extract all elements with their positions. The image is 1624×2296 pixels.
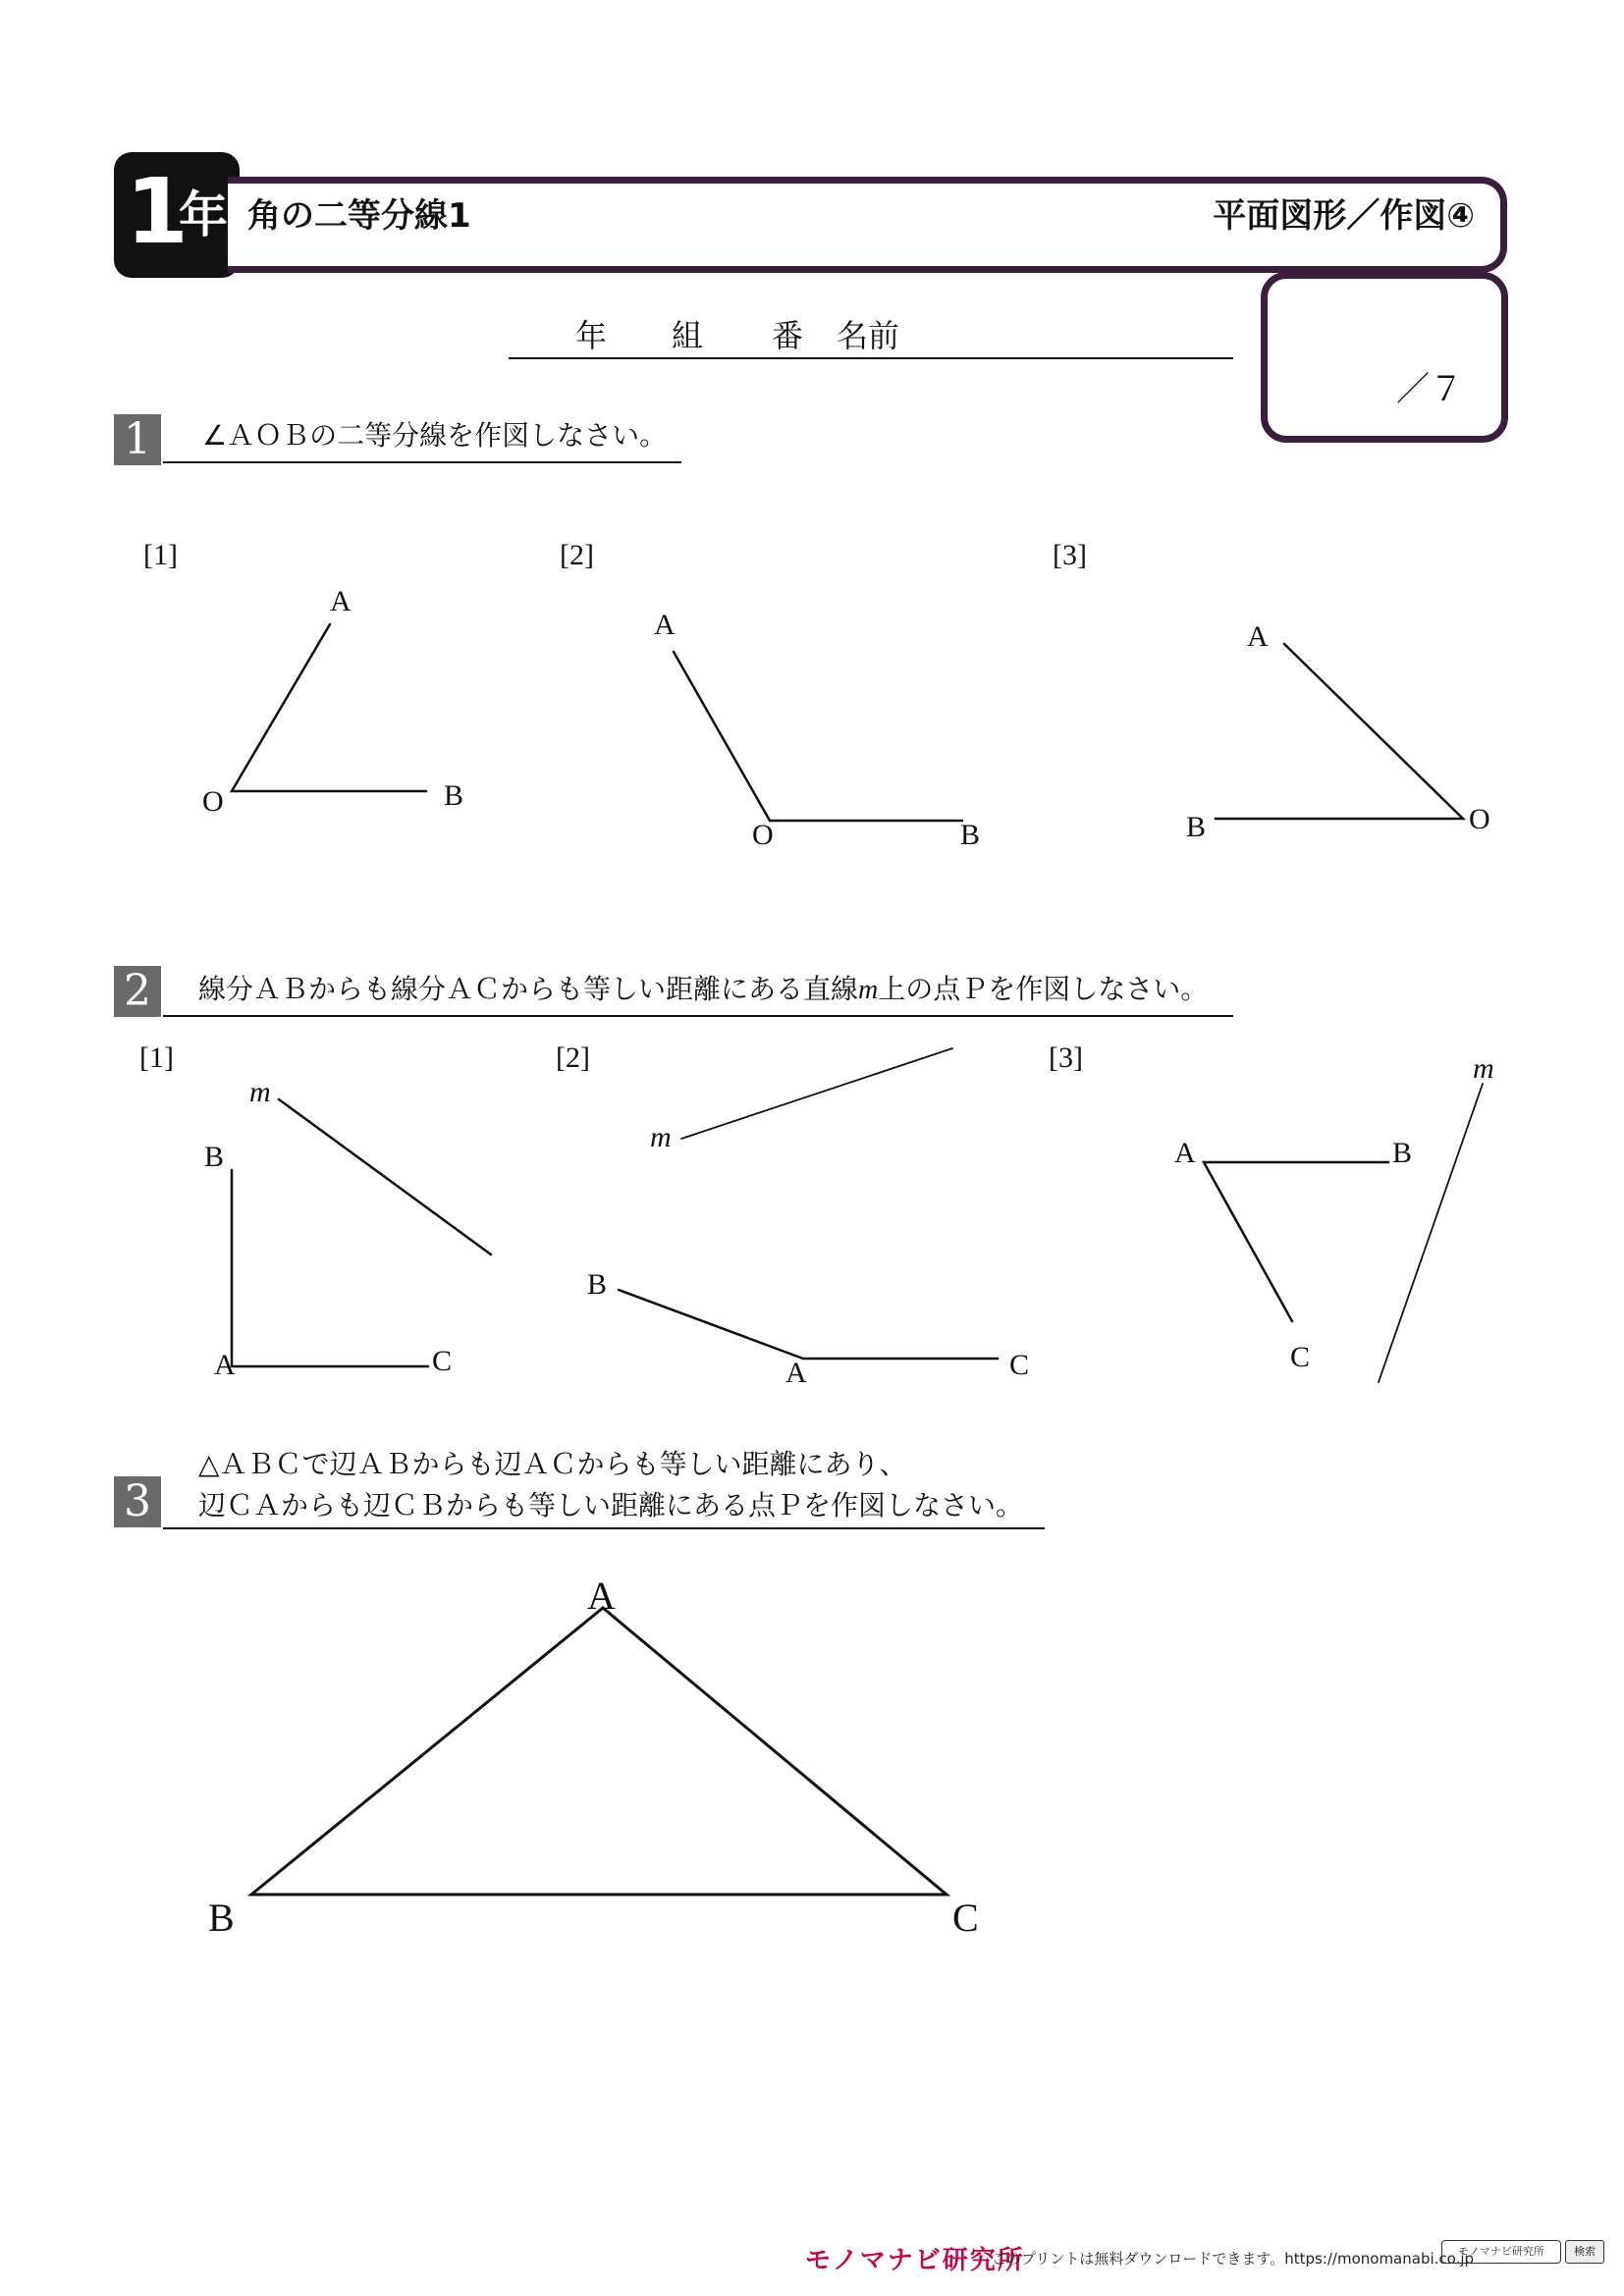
question-2-text-m: m — [858, 975, 879, 1005]
q1-2-label-B: B — [960, 819, 981, 851]
q1-sub-3: [3] — [1053, 539, 1087, 571]
q2-sub-3: [3] — [1049, 1041, 1083, 1074]
q2-2-label-A: A — [785, 1357, 807, 1389]
q2-sub-2: [2] — [556, 1041, 590, 1074]
name-label-number: 番 — [772, 317, 804, 354]
q2-1-label-A: A — [214, 1349, 236, 1381]
name-label-name: 名前 — [837, 317, 900, 354]
q2-3-label-B: B — [1392, 1137, 1413, 1169]
question-3-number: 3 — [114, 1476, 161, 1527]
question-2-text-a: 線分ＡＢからも線分ＡＣからも等しい距離にある直線 — [198, 973, 859, 1005]
question-1-text: ∠ＡＯＢの二等分線を作図しなさい。 — [202, 419, 668, 452]
q2-2-label-m: m — [650, 1121, 672, 1153]
question-2-number: 2 — [114, 966, 161, 1017]
q1-1-label-A: A — [330, 585, 352, 617]
grade-number: 1 — [126, 159, 189, 264]
grade-unit: 年 — [179, 187, 228, 243]
q1-3-angle — [1216, 644, 1463, 819]
q1-3-label-O: O — [1469, 803, 1490, 835]
q1-3-label-B: B — [1186, 811, 1207, 843]
footer-logo: モノマナビ研究所 — [805, 2246, 1025, 2275]
q1-1-angle — [232, 624, 426, 791]
q1-1-label-O: O — [202, 785, 224, 818]
q2-2-angle-BAC — [619, 1290, 998, 1359]
question-3-line-2: 辺ＣＡからも辺ＣＢからも等しい距離にある点Ｐを作図しなさい。 — [198, 1489, 1024, 1522]
q2-1-label-m: m — [249, 1076, 271, 1108]
q1-2-label-A: A — [654, 609, 676, 641]
q2-3-label-m: m — [1473, 1052, 1494, 1085]
q2-2-label-B: B — [587, 1268, 608, 1301]
q1-sub-1: [1] — [143, 539, 178, 571]
name-label-class: 組 — [672, 317, 704, 354]
footer-text: このプリントは無料ダウンロードできます。https://monomanabi.co.jp — [992, 2250, 1475, 2268]
question-2-text-b: 上の点Ｐを作図しなさい。 — [878, 973, 1209, 1005]
unit-title: 平面図形／作図④ — [1213, 196, 1475, 236]
question-1-number: 1 — [114, 414, 161, 465]
q3-label-C: C — [952, 1896, 979, 1940]
q2-sub-1: [1] — [139, 1041, 174, 1074]
q1-3-label-A: A — [1247, 620, 1269, 653]
q3-label-A: A — [587, 1574, 616, 1618]
q2-3-label-A: A — [1174, 1137, 1196, 1169]
worksheet-title: 角の二等分線1 — [247, 196, 471, 236]
q1-2-angle — [674, 652, 962, 821]
q2-3-line-m — [1379, 1084, 1483, 1382]
q1-1-label-B: B — [444, 779, 464, 812]
q2-1-label-B: B — [204, 1141, 225, 1173]
question-3-line-1: △ＡＢＣで辺ＡＢからも辺ＡＣからも等しい距離にあり、 — [198, 1448, 907, 1480]
q3-label-B: B — [208, 1896, 235, 1940]
q1-sub-2: [2] — [560, 539, 594, 571]
score-total: ／７ — [1396, 370, 1463, 409]
q2-3-angle-BAC — [1204, 1162, 1388, 1321]
q1-2-label-O: O — [752, 819, 774, 851]
footer-search-button[interactable]: 検索 — [1565, 2240, 1604, 2264]
q2-2-label-C: C — [1009, 1349, 1030, 1381]
q2-1-line-m — [279, 1099, 491, 1255]
footer-search-box[interactable]: モノマナビ研究所 — [1441, 2240, 1561, 2264]
q3-triangle — [251, 1608, 947, 1895]
q2-1-label-C: C — [432, 1345, 453, 1377]
q2-2-line-m — [681, 1048, 952, 1139]
q2-1-angle-BAC — [232, 1170, 428, 1366]
q2-3-label-C: C — [1290, 1341, 1311, 1373]
name-label-year: 年 — [575, 317, 608, 354]
